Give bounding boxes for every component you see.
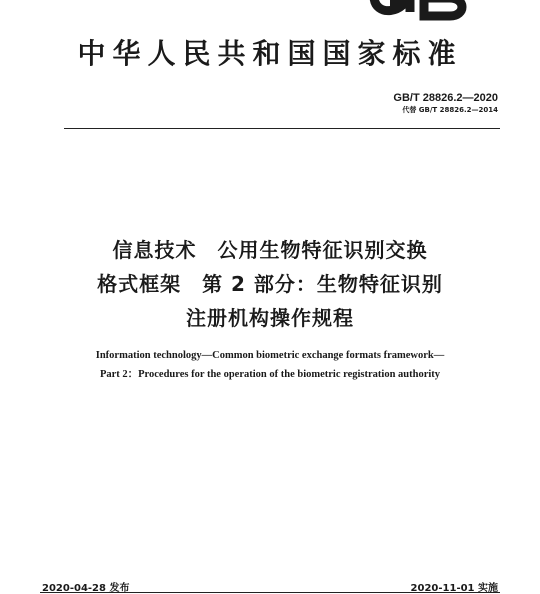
standard-number: GB/T 28826.2—2020 bbox=[393, 92, 498, 104]
implementation-date: 2020-11-01 实施 bbox=[410, 583, 498, 594]
chinese-title-line-2: 格式框架 第 2 部分：生物特征识别 bbox=[97, 272, 443, 296]
english-title-line-2: Part 2：Procedures for the operation of the biometric registration authority bbox=[99, 369, 441, 380]
footer-divider bbox=[40, 592, 500, 593]
english-title-line-1: Information technology—Common biometric exchange formats framework— bbox=[95, 350, 445, 361]
publish-date: 2020-04-28 发布 bbox=[42, 583, 130, 594]
chinese-title-line-3: 注册机构操作规程 bbox=[186, 306, 354, 330]
issuing-body-title: 中华人民共和国国家标准 bbox=[77, 37, 463, 70]
chinese-title-line-1: 信息技术 公用生物特征识别交换 bbox=[112, 238, 428, 262]
replaces-standard-note: 代替 GB/T 28826.2—2014 bbox=[402, 106, 498, 114]
gb-logo-icon bbox=[366, 0, 472, 22]
header-divider bbox=[64, 128, 500, 129]
